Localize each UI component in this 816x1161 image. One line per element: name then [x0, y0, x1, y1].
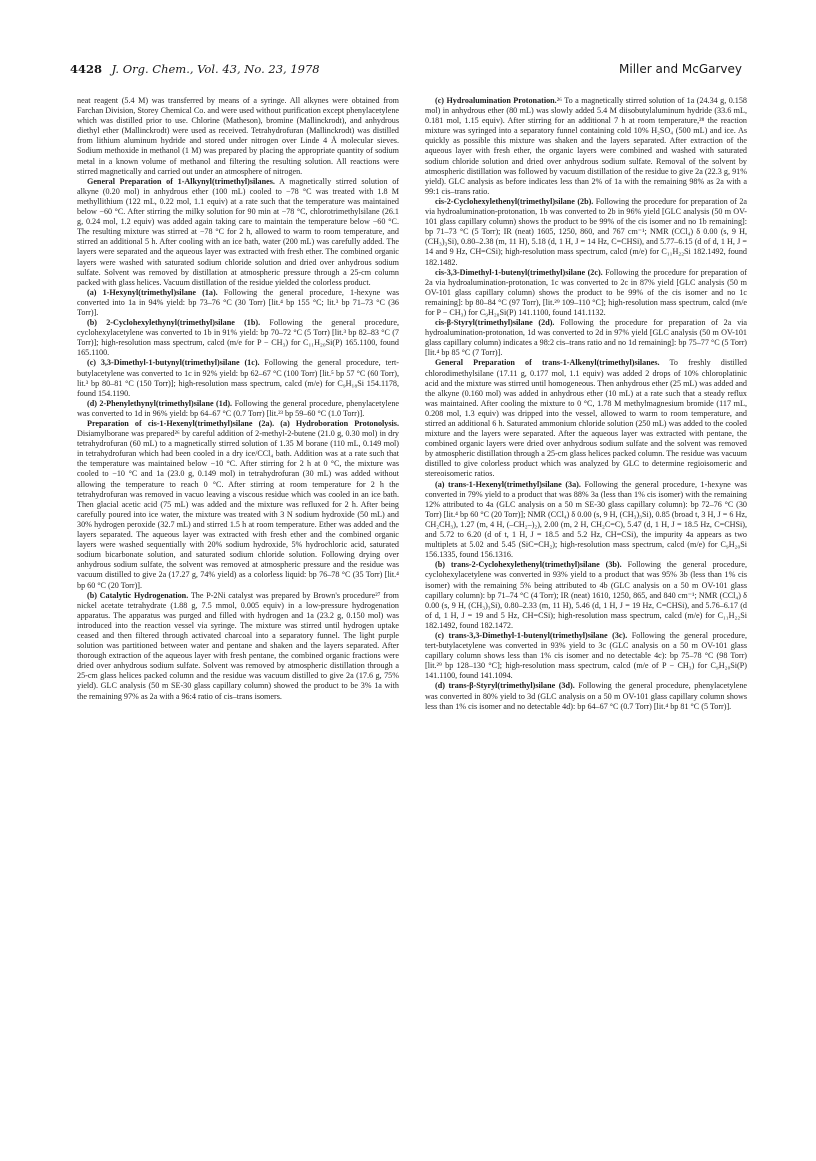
compound-1d-paragraph: [77, 399, 399, 419]
compound-1d-text: Following the general procedure, phenylacetylene was converted to 1d in 96% yield: bp 64–67 °C (0.7 Torr) [lit.²³ bp 59–60 °C (1.0 Torr)].: [77, 398, 399, 418]
compound-2b-heading: cis-2-Cyclohexylethenyl(trimethyl)silane (2b).: [435, 196, 594, 206]
compound-2d-heading: cis-β-Styryl(trimethyl)silane (2d).: [435, 318, 555, 328]
hydroalumination-heading: (c) Hydroalumination Protonation.: [435, 96, 557, 105]
general-prep-alkynyl-text: A magnetically stirred solution of alkyne (0.20 mol) in anhydrous ether (100 mL) cooled to −78 °C was treated with 1.8 M methyllithium (122 mL, 0.22 mol, 1.1 equiv) at a rate such that the temperature was maintained below −60 °C. After stirring the milky solution for 90 min at −78 °C, chlorotrimethylsilane (26.1 g, 0.24 mol, 1.2 equiv) was added again taking care to maintain the temperature below −60 °C. The resulting mixture was stirred at −78 °C for 2 h, allowed to warm to room temperature, and stirred an additional 5 h. After cooling with an ice bath, water (200 mL) was carefully added. The layers were separated and the aqueous layer was extracted with fresh ether. The combined organic layers were washed with saturated sodium chloride solution and dried over anhydrous sodium sulfate. Solvent was removed by distillation at atmospheric pressure through a 25-cm column packed with glass helices. Vacuum distillation of the residue yielded the colorless product.: [77, 176, 399, 287]
compound-3a-paragraph: [425, 480, 747, 561]
page-number: 4428: [70, 62, 103, 76]
catalytic-hydrogenation-heading: (b) Catalytic Hydrogenation.: [87, 590, 189, 600]
journal-citation: J. Org. Chem., Vol. 43, No. 23, 1978: [111, 62, 320, 76]
compound-3a-heading: (a) trans-1-Hexenyl(trimethyl)silane (3a).: [435, 479, 581, 489]
header-left: [70, 62, 320, 76]
author-names: Miller and McGarvey: [619, 62, 742, 76]
compound-2d-paragraph: [425, 318, 747, 358]
compound-3b-paragraph: [425, 560, 747, 631]
compound-1b-heading: (b) 2-Cyclohexylethynyl(trimethyl)silane (1b).: [87, 318, 261, 328]
general-prep-alkynyl-heading: General Preparation of 1-Alkynyl(trimethyl)silanes.: [87, 176, 275, 186]
compound-2d-text: Following the procedure for preparation of 2a via hydroalumination-protonation, 1d was converted to 2d in 97% yield [GLC analysis (50 m OV-101 glass capillary column) indicates a 98:2 cis–trans ratio and no 1d remaining]: bp 75–77 °C (5 Torr) [lit.⁴ bp 85 °C (7 Torr)].: [425, 318, 748, 358]
compound-3d-text: Following the general procedure, phenylacetylene was converted in 80% yield to 3d (GLC analysis on a 50 m OV-101 glass capillary column shows less than 1% cis isomer and no detectable 4d): bp 64–67 °C (0.7 Torr) [lit.⁴ bp 81 °C (5 Torr)].: [425, 681, 748, 711]
compound-3b-heading: (b) trans-2-Cyclohexylethenyl(trimethyl)silane (3b).: [435, 560, 622, 570]
prep-2a-text: Disiamylborane was prepared²⁶ by careful addition of 2-methyl-2-butene (21.0 g, 0.30 mol) in dry tetrahydrofuran (60 mL) to a magnetically stirred solution of 1.35 M borane (110 mL, 0.149 mol) in tetrahydrofuran which had been cooled in a dry ice/CCl₄ bath. Addition was at a rate such that the temperature was maintained below −10 °C. After stirring for 2 h at 0 °C, the mixture was cooled to −10 °C and 1a (23.0 g, 0.149 mol) in tetrahydrofuran (30 mL) was added without allowing the temperature to reach 0 °C. After stirring at room temperature for 2 h the tetrahydrofuran was removed in vacuo leaving a viscous residue which was cooled in an ice bath. Then glacial acetic acid (75 mL) was added and the mixture was refluxed for 2 h. After being carefully poured into ice water, the mixture was treated with 3 N sodium hydroxide (50 mL) and 30% hydrogen peroxide (32.7 mL) and stirred 1.5 h at room temperature. Ether was added and the layers separated. The aqueous layer was extracted with fresh ether and the combined organic layers were washed sequentially with 20% sodium hydroxide, 5% hydrochloric acid, saturated sodium bicarbonate solution, and saturated sodium chloride solution. Following drying over anhydrous sodium sulfate, the solvent was removed at atmospheric pressure and the residue was vacuum distilled to give 2a (17.27 g, 74% yield) as a colorless liquid: bp 76–78 °C (35 Torr) [lit.⁴ bp 60 °C (20 Torr)].: [77, 429, 399, 590]
compound-1c-paragraph: [77, 358, 399, 398]
general-prep-alkenyl-paragraph: [425, 358, 747, 479]
compound-2c-text: Following the procedure for preparation of 2a via hydroalumination-protonation, 1c was converted to 2c in 87% yield [GLC analysis (50 m OV-101 glass capillary column) shows the product to be 99% of the cis isomer and no 1c remaining]: bp 80–84 °C (97 Torr), [lit.²⁹ 109–110 °C]; high-resolution mass spectrum, calcd (m/e for P − CH₃) for C₉H₂₀Si(P) 141.1100, found 141.1132.: [425, 267, 747, 317]
compound-2b-text: Following the procedure for preparation of 2a via hydroalumination-protonation, 1b was converted to 2b in 96% yield [GLC analysis (50 m OV-101 glass capillary column) shows the product to be 99% of the cis isomer and no 1b remaining]: bp 71–73 °C (5 Torr); IR (neat) 1605, 1250, 860, and 767 cm⁻¹; NMR (CCl₄) δ 0.00 (s, 9 H, (CH₃)₃Si), 0.80–2.38 (m, 11 H), 5.18 (d, 1 H, J = 14 Hz, C=CHSi), and 5.77–6.15 (d of d, 1 H, J = 14 and 9 Hz, CH=CSi); high-resolution mass spectrum, calcd (m/e) for C₁₁H₂₂Si 182.1492, found 182.1482.: [425, 196, 747, 267]
compound-1b-text: Following the general procedure, cyclohexylacetylene was converted to 1b in 91% yield: bp 70–72 °C (5 Torr) [lit.³ bp 82–83 °C (7 Torr)]; high-resolution mass spectrum, calcd (m/e for P − CH₃) for C₁₁H₂₀Si(P) 165.1100, found 165.1100.: [77, 318, 399, 358]
compound-1c-heading: (c) 3,3-Dimethyl-1-butynyl(trimethyl)silane (1c).: [87, 358, 260, 368]
compound-3c-paragraph: [425, 631, 747, 681]
hydroalumination-paragraph: [425, 96, 747, 197]
compound-1d-heading: (d) 2-Phenylethynyl(trimethyl)silane (1d).: [87, 398, 233, 408]
compound-2b-paragraph: [425, 197, 747, 268]
compound-3c-text: Following the general procedure, tert-butylacetylene was converted in 93% yield to 3c (GLC analysis on a 50 m OV-101 glass capillary column shows less than 1% cis isomer and no detectable 4c): bp 75–78 °C (98 Torr) [lit.²⁹ bp 128–130 °C]; high-resolution mass spectrum, calcd (m/e of P − CH₃) for C₉H₂₀Si(P) 141.1100, found 141.1094.: [425, 630, 747, 681]
left-column: [77, 96, 399, 702]
materials-text: neat reagent (5.4 M) was transferred by means of a syringe. All alkynes were obtained from Farchan Division, Storey Chemical Co. and were used without purification except phenylacetylene which was distilled prior to use. Chlorine (Matheson), bromine (Mallinckrodt), and anhydrous diethyl ether (Mallinckrodt) were used as received. Tetrahydrofuran (Mallinckrodt) was distilled from lithium aluminum hydride and stored under nitrogen over Linde 4 Å molecular sieves. Sodium methoxide in methanol (1 M) was prepared by placing the appropriate quantity of sodium metal in a known volume of methanol and filtering the resulting solution. All reactions were stirred magnetically and carried out under an atmosphere of nitrogen.: [77, 96, 399, 176]
compound-1c-text: Following the general procedure, tert-butylacetylene was converted to 1c in 92% yield: bp 62–67 °C (100 Torr) [lit.⁵ bp 57 °C (60 Torr), lit.³ bp 80–81 °C (150 Torr)]; high-resolution mass spectrum, calcd (m/e) for C₉H₁₈Si 154.1178, found 154.1190.: [77, 358, 399, 398]
catalytic-hydrogenation-text: The P-2Ni catalyst was prepared by Brown's procedure²⁷ from nickel acetate tetrahydrate (1.88 g, 7.5 mmol, 0.005 equiv) in a low-pressure hydrogenation apparatus. The apparatus was purged and filled with hydrogen and 1a (23.2 g, 0.150 mol) was introduced into the reaction vessel via syringe. The mixture was stirred until hydrogen uptake ceased and then filtered through activated charcoal into a separatory funnel. The light purple solution was partitioned between water and pentane and shaken and the layers separated. After thorough extraction of the aqueous layer with fresh pentane, the combined organic fractions were dried over anhydrous sodium sulfate. Solvent was removed by atmospheric distillation through a 25-cm glass helices packed column and the residue was vacuum distilled to give 2a (17.6 g, 75% yield). GLC analysis (50 m SE-30 glass capillary column) showed the product to be 3% 1a with the remaining 97% as 2a with a 96:4 ratio of cis–trans isomers.: [77, 590, 399, 701]
compound-1b-paragraph: [77, 318, 399, 358]
compound-3a-text: Following the general procedure, 1-hexyne was converted in 79% yield to a product that was 88% 3a (less than 1% cis isomer) with the remaining 12% attributed to 4a (GLC analysis on a 50 m SE-30 glass capillary column): bp 72–76 °C (30 Torr) [lit.⁴ bp 60 °C (20 Torr)]; NMR (CCl₄) δ 0.00 (s, 9 H, (CH₃)₃Si), 0.85 (broad t, 3 H, J = 6 Hz, CH₂CH₃), 1.27 (m, 4 H, (–CH₂–)₂), 2.00 (m, 2 H, CH₂C=C), 5.47 (d, 1 H, J = 18.5 Hz, C=CHSi), and 5.72 to 6.20 (d of t, 1 H, J = 18.5 and 5.2 Hz, CH=CSi), the impurity 4a appears as two multiplets at 5.02 and 5.45 (SiC=CH₂); high-resolution mass spectrum, calcd (m/e) for C₉H₂₀Si 156.1335, found 156.1316.: [425, 479, 747, 560]
running-header: [70, 62, 742, 78]
compound-2c-paragraph: [425, 268, 747, 318]
general-prep-alkynyl-paragraph: [77, 177, 399, 288]
compound-2c-heading: cis-3,3-Dimethyl-1-butenyl(trimethyl)silane (2c).: [435, 267, 603, 277]
right-column: [425, 96, 747, 712]
prep-2a-paragraph: [77, 419, 399, 591]
catalytic-hydrogenation-paragraph: [77, 591, 399, 702]
materials-paragraph: [77, 96, 399, 177]
compound-3d-paragraph: [425, 681, 747, 711]
general-prep-alkenyl-text: To freshly distilled chlorodimethylsilane (17.11 g, 0.177 mol, 1.1 equiv) was added 2 drops of 10% chloroplatinic acid and the mixture was stirred until homogeneous. Then anhydrous ether (25 mL) was added and the alkyne (0.160 mol) was added in anhydrous ether (10 mL) at a rate such that a steady reflux was maintained. After cooling the mixture to 0 °C, 1.78 M methylmagnesium bromide (117 mL, 0.208 mol, 1.3 equiv) was dripped into the vessel, allowed to warm to room temperature, and stirred an additional 6 h. Saturated ammonium chloride solution (250 mL) was added to the cooled mixture and the layers were separated. After the aqueous layer was extracted with pentane, the combined organic layers were dried over anhydrous sodium sulfate and the solvent was removed by atmospheric distillation through a 25-cm glass helices packed column. The residue was vacuum distilled to give colorless product which was analyzed by GLC to determine regioisomeric and stereoisomeric ratios.: [425, 358, 747, 479]
hydroalumination-text: ²⁶ To a magnetically stirred solution of 1a (24.34 g, 0.158 mol) in anhydrous ether (80 mL) was slowly added 5.4 M diisobutylaluminum hydride (33.6 mL, 0.181 mol, 1.15 equiv). After stirring for an additional 7 h at room temperature,²⁸ the reaction mixture was syringed into a separatory funnel containing cold 10% H₂SO₄ (500 mL) and ice. As quickly as possible this mixture was shaken and the layers separated. After extraction of the aqueous layer with fresh ether, the organic layers were combined and washed with saturated sodium chloride solution and dried over anhydrous sodium sulfate. Removal of the solvent by atmospheric distillation was followed by vacuum distillation of the residue to give 2a (22.3 g, 91% yield). GLC analysis as before indicates less than 2% of 1a with the remaining 98% as 2a with a 99:1 cis–trans ratio.: [425, 96, 747, 196]
compound-3b-text: Following the general procedure, cyclohexylacetylene was converted in 93% yield to a product that was 95% 3b (less than 1% cis isomer) with the remaining 5% being attributed to 4b (GLC analysis on a 50 m OV-101 glass capillary column): bp 71–74 °C (4 Torr); IR (neat) 1610, 1250, 865, and 840 cm⁻¹; NMR (CCl₄) δ 0.00 (s, 9 H, (CH₃)₃Si), 0.80–2.33 (m, 11 H), 5.46 (d, 1 H, J = 19 Hz, C=CHSi), and 5.76–6.17 (d of d, 1 H, J = 19 and 5 Hz, CH=CSi); high-resolution mass spectrum, calcd (m/e) for C₁₁H₂₂Si 182.1492, found 182.1472.: [425, 560, 747, 630]
compound-3c-heading: (c) trans-3,3-Dimethyl-1-butenyl(trimethyl)silane (3c).: [435, 630, 628, 640]
general-prep-alkenyl-heading: General Preparation of trans-1-Alkenyl(trimethyl)silanes.: [435, 358, 660, 368]
compound-1a-text: Following the general procedure, 1-hexyne was converted into 1a in 94% yield: bp 73–76 °C (30 Torr) [lit.⁴ bp 155 °C; lit.³ bp 71–73 °C (36 Torr)].: [77, 287, 400, 317]
compound-1a-heading: (a) 1-Hexynyl(trimethyl)silane (1a).: [87, 287, 218, 297]
prep-2a-heading: Preparation of cis-1-Hexenyl(trimethyl)silane (2a). (a) Hydroboration Protonolysis.: [87, 419, 399, 428]
compound-3d-heading: (d) trans-β-Styryl(trimethyl)silane (3d).: [435, 681, 575, 691]
compound-1a-paragraph: [77, 288, 399, 318]
